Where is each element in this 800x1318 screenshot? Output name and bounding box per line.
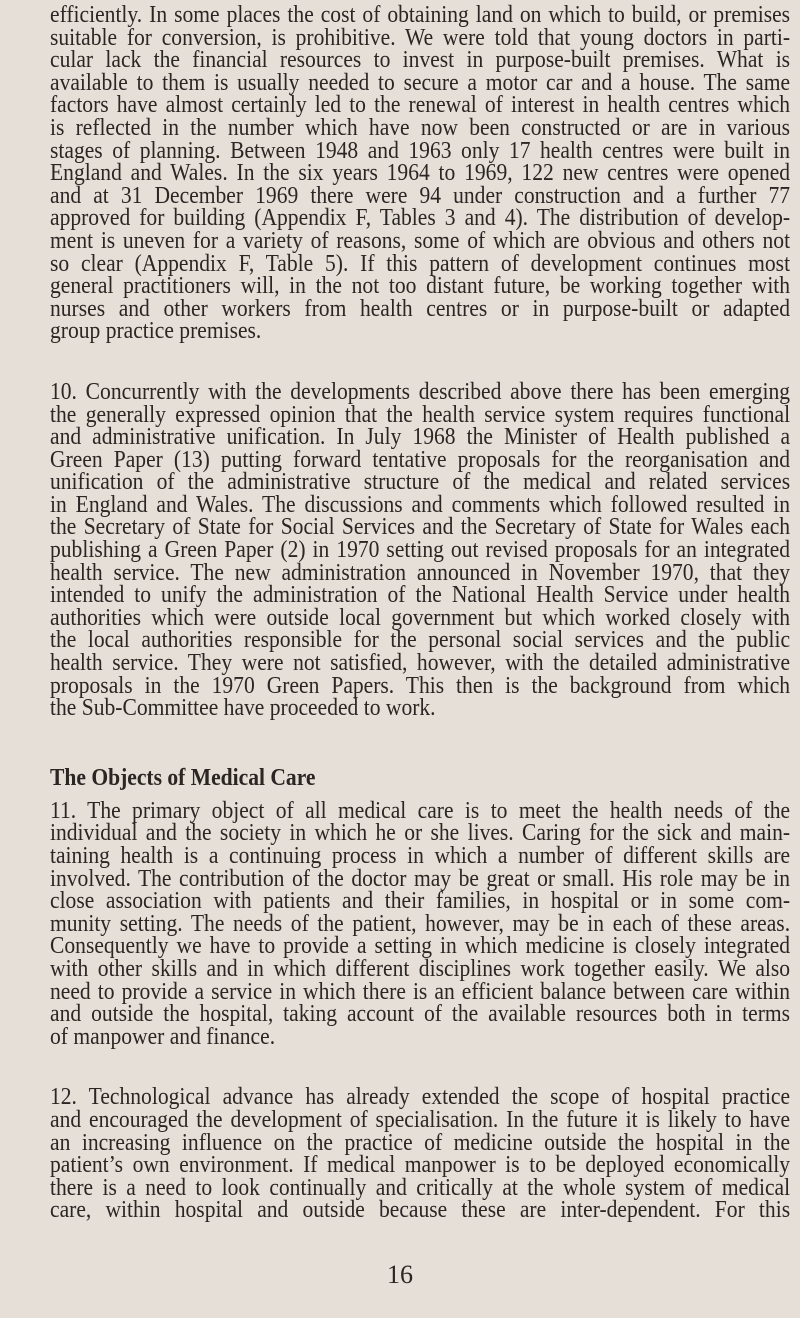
text-line: with other skills and in which different disciplines work together easily. We also	[50, 954, 791, 982]
text-line: available to them is usually needed to secure a motor car and a house. The same	[50, 68, 791, 96]
text-line: individual and the society in which he or she lives. Caring for the sick and main-	[50, 819, 791, 847]
text-line: England and Wales. In the six years 1964 to 1969, 122 new centres were opened	[50, 159, 791, 187]
text-line: stages of planning. Between 1948 and 1963 only 17 health centres were built in	[50, 136, 791, 164]
text-line: approved for building (Appendix F, Tables 3 and 4). The distribution of develop-	[50, 204, 791, 232]
text-line: proposals in the 1970 Green Papers. This then is the background from which	[50, 671, 791, 699]
text-line: nurses and other workers from health centres or in purpose-built or adapted	[50, 294, 791, 322]
text-line: there is a need to look continually and critically at the whole system of medical	[50, 1173, 791, 1201]
text-line: the local authorities responsible for the personal social services and the public	[50, 626, 791, 654]
text-line: the Secretary of State for Social Services and the Secretary of State for Wales each	[50, 513, 791, 541]
text-line: Green Paper (13) putting forward tentative proposals for the reorganisation and	[50, 445, 791, 473]
text-line: intended to unify the administration of the National Health Service under health	[50, 581, 791, 609]
text-line: of manpower and finance.	[50, 1022, 276, 1050]
text-line: 12. Technological advance has already extended the scope of hospital practice	[50, 1083, 791, 1111]
page-body	[50, 1, 791, 1224]
text-line: and administrative unification. In July 1968 the Minister of Health published a	[50, 423, 791, 451]
text-line: factors have almost certainly led to the renewal of interest in health centres which	[50, 91, 791, 119]
text-line: authorities which were outside local government but which worked closely with	[50, 603, 791, 631]
text-line: publishing a Green Paper (2) in 1970 setting out revised proposals for an integrated	[50, 536, 791, 564]
text-line: and at 31 December 1969 there were 94 under construction and a further 77	[50, 181, 791, 209]
text-line: close association with patients and their families, in hospital or in some com-	[50, 887, 791, 915]
text-line: cular lack the financial resources to invest in purpose-built premises. What is	[50, 46, 791, 74]
text-line: Consequently we have to provide a setting in which medicine is closely integrated	[50, 932, 791, 960]
text-line: the Sub-Committee have proceeded to work.	[50, 694, 436, 722]
paragraph	[50, 377, 791, 722]
text-line: in England and Wales. The discussions and comments which followed resulted in	[50, 490, 791, 518]
text-line: and outside the hospital, taking account of the available resources both in terms	[50, 1000, 791, 1028]
text-line: health service. They were not satisfied, however, with the detailed administrative	[50, 649, 791, 677]
text-line: is reflected in the number which have now been constructed or are in various	[50, 113, 791, 141]
text-line: unification of the administrative structure of the medical and related services	[50, 468, 791, 496]
text-line: group practice premises.	[50, 317, 262, 345]
section-a	[50, 1, 791, 722]
text-line: patient’s own environment. If medical manpower is to be deployed economically	[50, 1151, 791, 1179]
text-line: 10. Concurrently with the developments described above there has been emerging	[50, 377, 791, 405]
text-line: taining health is a continuing process in which a number of different skills are	[50, 842, 791, 869]
text-line: munity setting. The needs of the patient, however, may be in each of these areas.	[50, 909, 791, 937]
section-b	[50, 796, 791, 1224]
text-line: suitable for conversion, is prohibitive. We were told that young doctors in parti-	[50, 23, 791, 51]
paragraph-gap	[50, 1048, 790, 1086]
text-line: care, within hospital and outside because these are inter-dependent. For this	[50, 1196, 791, 1224]
text-line: so clear (Appendix F, Table 5). If this pattern of development continues most	[50, 249, 791, 277]
paragraph	[50, 1083, 791, 1224]
paragraph-gap	[50, 343, 790, 381]
text-line: need to provide a service in which there is an efficient balance between care within	[50, 977, 791, 1005]
paragraph	[50, 1, 791, 345]
text-line: ment is uneven for a variety of reasons, some of which are obvious and others not	[50, 226, 791, 254]
text-line: the generally expressed opinion that the health service system requires functional	[50, 400, 791, 428]
text-line: an increasing influence on the practice of medicine outside the hospital in the	[50, 1128, 791, 1156]
text-line: general practitioners will, in the not too distant future, be working together with	[50, 272, 791, 300]
text-line: involved. The contribution of the doctor may be great or small. His role may be in	[50, 864, 791, 892]
text-line: 11. The primary object of all medical care is to meet the health needs of the	[50, 796, 791, 824]
page-number: 16	[387, 1260, 413, 1289]
paragraph	[50, 796, 791, 1050]
text-line: efficiently. In some places the cost of obtaining land on which to build, or premises	[50, 1, 791, 28]
text-line: health service. The new administration announced in November 1970, that they	[50, 558, 791, 586]
section-heading: The Objects of Medical Care	[50, 763, 316, 791]
text-line: and encouraged the development of specialisation. In the future it is likely to have	[50, 1105, 791, 1133]
